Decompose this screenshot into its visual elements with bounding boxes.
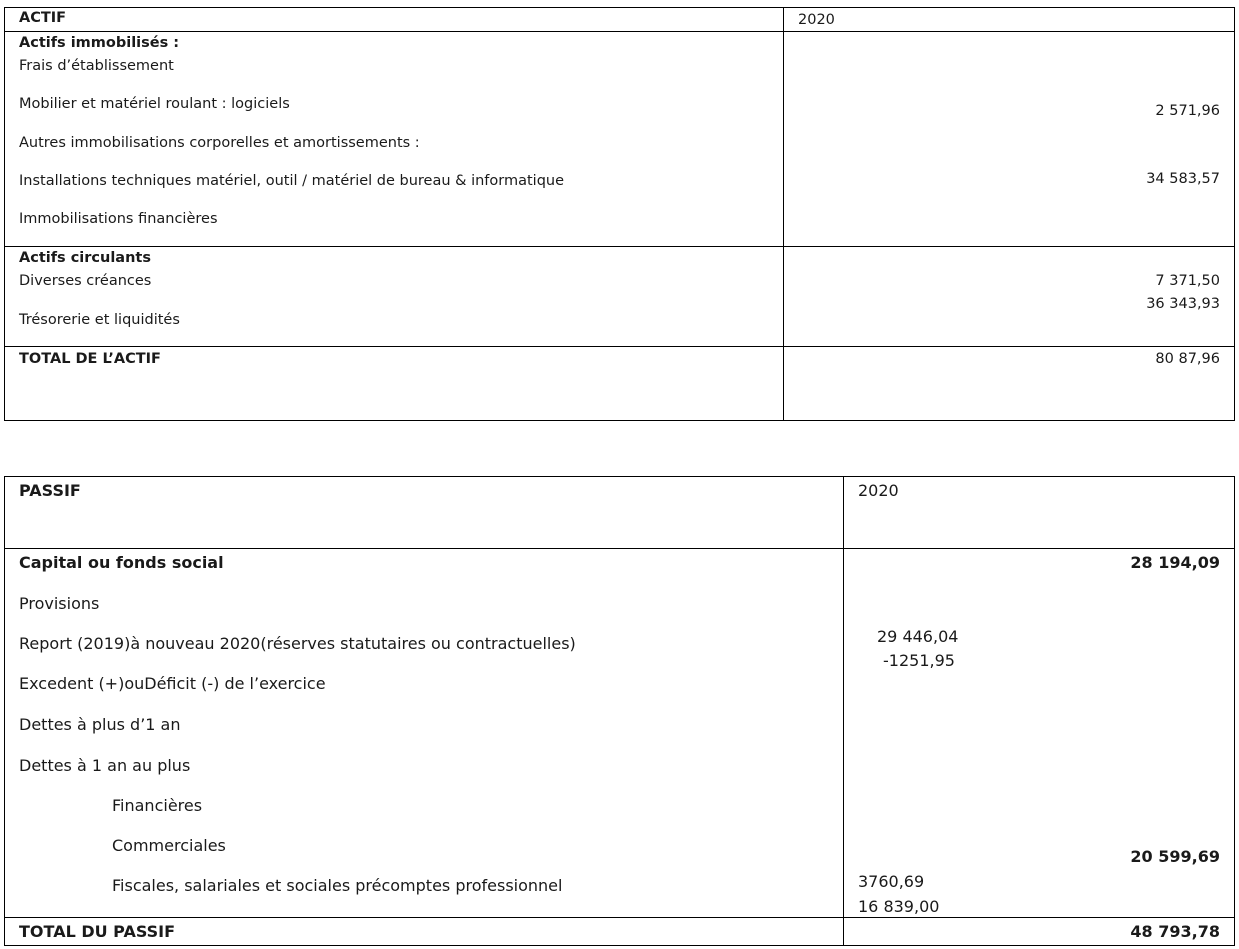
actif-border-mid bbox=[783, 7, 784, 421]
actif-border-left bbox=[4, 7, 5, 421]
tresorerie-label: Trésorerie et liquidités bbox=[19, 312, 180, 328]
actif-year: 2020 bbox=[798, 12, 835, 28]
actif-border-circulants bbox=[4, 346, 1235, 347]
actif-border-bottom bbox=[4, 420, 1235, 421]
frais-etablissement-label: Frais d’établissement bbox=[19, 58, 174, 74]
actifs-circulants-heading: Actifs circulants bbox=[19, 250, 151, 266]
passif-border-right bbox=[1234, 476, 1235, 946]
total-actif-value: 80 87,96 bbox=[1155, 351, 1220, 367]
actif-title: ACTIF bbox=[19, 10, 67, 26]
dettes-total-value: 20 599,69 bbox=[1130, 847, 1220, 866]
passif-border-top bbox=[4, 476, 1235, 477]
mobilier-value: 2 571,96 bbox=[1155, 103, 1220, 119]
fiscales-value-1: 3760,69 bbox=[858, 872, 925, 891]
mobilier-label: Mobilier et matériel roulant : logiciels bbox=[19, 96, 290, 112]
dettes-plus-label: Dettes à plus d’1 an bbox=[19, 715, 181, 734]
total-actif-label: TOTAL DE L’ACTIF bbox=[19, 351, 161, 367]
passif-border-mid bbox=[843, 476, 844, 946]
financieres-label: Financières bbox=[112, 796, 203, 815]
creances-label: Diverses créances bbox=[19, 273, 152, 289]
actifs-immobilises-heading: Actifs immobilisés : bbox=[19, 35, 180, 51]
passif-title: PASSIF bbox=[19, 481, 81, 500]
actif-border-header bbox=[4, 31, 1235, 32]
passif-border-total bbox=[4, 917, 1235, 918]
report-value: 29 446,04 bbox=[877, 627, 959, 646]
installations-value: 34 583,57 bbox=[1146, 171, 1220, 187]
excedent-value: -1251,95 bbox=[883, 651, 955, 670]
dettes-moins-label: Dettes à 1 an au plus bbox=[19, 756, 191, 775]
capital-value: 28 194,09 bbox=[1130, 553, 1220, 572]
commerciales-label: Commerciales bbox=[112, 836, 226, 855]
passif-border-header bbox=[4, 548, 1235, 549]
passif-year: 2020 bbox=[858, 481, 899, 500]
capital-label: Capital ou fonds social bbox=[19, 553, 224, 572]
passif-border-bottom bbox=[4, 945, 1235, 946]
immobilisations-financieres-label: Immobilisations financières bbox=[19, 211, 218, 227]
fiscales-label: Fiscales, salariales et sociales précomptes professionnel bbox=[112, 876, 563, 895]
passif-border-left bbox=[4, 476, 5, 946]
installations-label: Installations techniques matériel, outil / matériel de bureau & informatique bbox=[19, 173, 565, 189]
total-passif-value: 48 793,78 bbox=[1130, 922, 1220, 941]
creances-value: 7 371,50 bbox=[1155, 273, 1220, 289]
report-label: Report (2019)à nouveau 2020(réserves statutaires ou contractuelles) bbox=[19, 634, 576, 653]
provisions-label: Provisions bbox=[19, 594, 100, 613]
tresorerie-value: 36 343,93 bbox=[1146, 296, 1220, 312]
autres-immobilisations-label: Autres immobilisations corporelles et amortissements : bbox=[19, 135, 420, 151]
actif-border-top bbox=[4, 7, 1235, 8]
actif-border-right bbox=[1234, 7, 1235, 421]
fiscales-value-2: 16 839,00 bbox=[858, 897, 940, 916]
total-passif-label: TOTAL DU PASSIF bbox=[19, 922, 176, 941]
excedent-label: Excedent (+)ouDéficit (-) de l’exercice bbox=[19, 674, 326, 693]
actif-border-immobilises bbox=[4, 246, 1235, 247]
